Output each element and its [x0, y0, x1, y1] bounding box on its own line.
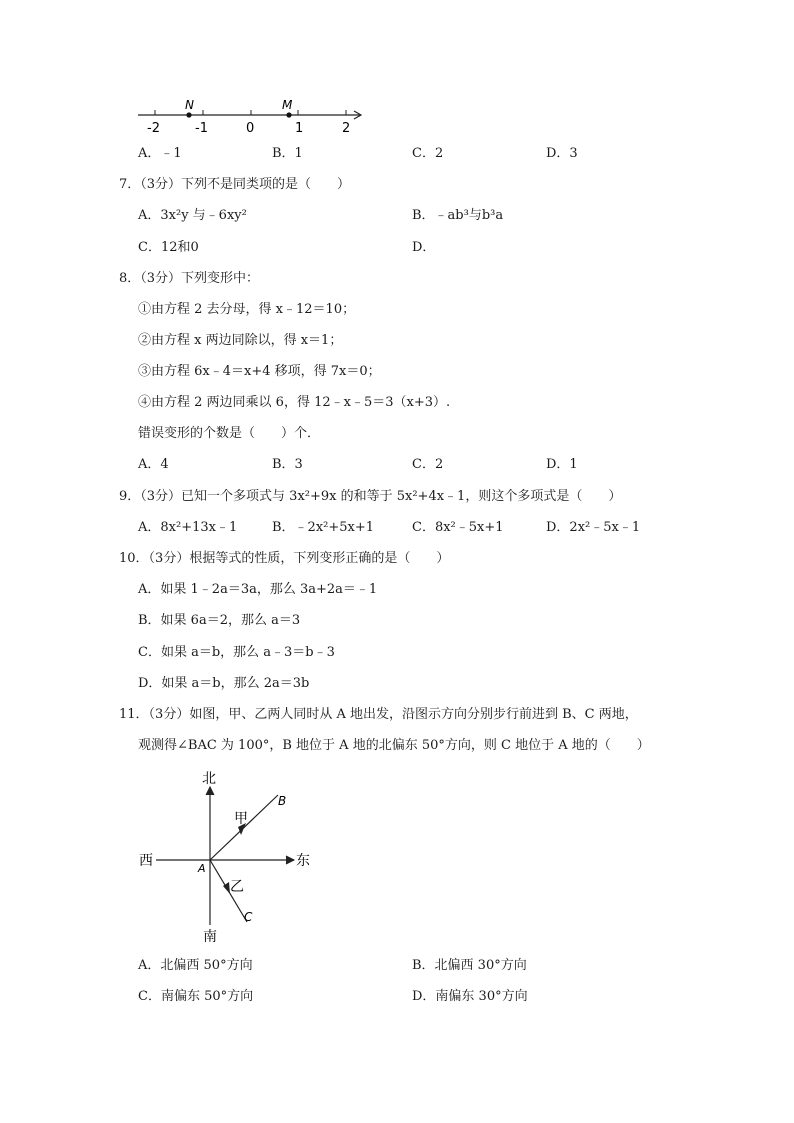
q8-stem: 8．（3分）下列变形中： — [119, 271, 260, 286]
q8-item-3: ③由方程 6x﹣4＝x+4 移项，得 7x＝0； — [138, 364, 381, 379]
label-east: 东 — [296, 853, 310, 869]
q9-option-c[interactable]: C．8x²﹣5x+1 — [412, 520, 504, 535]
label-point-c: C — [244, 910, 253, 924]
tick-label-neg2: -2 — [147, 121, 160, 136]
q6-option-c[interactable]: C．2 — [412, 146, 444, 161]
tick-label-0: 0 — [246, 121, 255, 136]
point-m-dot — [286, 112, 291, 117]
label-jia: 甲 — [234, 811, 248, 827]
q8-option-d[interactable]: D．1 — [546, 457, 578, 472]
q8-tail: 错误变形的个数是（ ）个． — [138, 426, 321, 441]
q7-option-b[interactable]: B．﹣ab³与b³a — [412, 208, 504, 223]
q10-option-d[interactable]: D．如果 a＝b，那么 2a＝3b — [138, 676, 310, 691]
tick-label-2: 2 — [342, 121, 351, 136]
label-north: 北 — [202, 771, 216, 787]
point-m-label: M — [282, 98, 293, 112]
q11-stem-line2: 观测得∠BAC 为 100°，B 地位于 A 地的北偏东 50°方向，则 C 地位于 A 地的（ ） — [138, 738, 650, 753]
q9-stem: 9．（3分）已知一个多项式与 3x²+9x 的和等于 5x²+4x﹣1，则这个多项式是（ ） — [119, 489, 622, 504]
q11-option-c[interactable]: C．南偏东 50°方向 — [138, 989, 254, 1004]
point-n-label: N — [185, 98, 194, 112]
direction-figure — [130, 765, 320, 945]
label-point-a: A — [198, 862, 206, 875]
tick-label-1: 1 — [295, 121, 304, 136]
north-arrow — [206, 787, 214, 795]
q8-item-1: ①由方程 2 去分母，得 x﹣12＝10； — [138, 302, 356, 317]
q11-option-a[interactable]: A．北偏西 50°方向 — [138, 958, 253, 973]
label-west: 西 — [139, 853, 153, 869]
q9-option-d[interactable]: D．2x²﹣5x﹣1 — [546, 520, 641, 535]
number-line-figure — [130, 92, 370, 142]
q7-option-a[interactable]: A．3x²y 与﹣6xy² — [138, 208, 247, 223]
q6-option-a[interactable]: A．﹣1 — [138, 146, 182, 161]
label-south: 南 — [203, 929, 217, 945]
east-arrow — [286, 856, 294, 864]
q8-option-a[interactable]: A．4 — [138, 457, 169, 472]
tick-label-neg1: -1 — [195, 121, 208, 136]
q7-option-d[interactable]: D． — [412, 240, 436, 255]
q8-item-4: ④由方程 2 两边同乘以 6，得 12﹣x﹣5＝3（x+3）. — [138, 395, 451, 410]
q8-option-b[interactable]: B．3 — [272, 457, 303, 472]
q10-option-b[interactable]: B．如果 6a＝2，那么 a＝3 — [138, 613, 301, 628]
point-n-dot — [186, 112, 191, 117]
q11-option-b[interactable]: B．北偏西 30°方向 — [412, 958, 527, 973]
q10-option-a[interactable]: A．如果 1﹣2a＝3a，那么 3a+2a＝﹣1 — [138, 582, 378, 597]
label-yi: 乙 — [230, 879, 244, 895]
q8-option-c[interactable]: C．2 — [412, 457, 444, 472]
q10-option-c[interactable]: C．如果 a＝b，那么 a﹣3＝b﹣3 — [138, 645, 335, 660]
q9-option-a[interactable]: A．8x²+13x﹣1 — [138, 520, 238, 535]
q8-item-2: ②由方程 x 两边同除以，得 x＝1； — [138, 333, 343, 348]
q7-option-c[interactable]: C．12和0 — [138, 240, 199, 255]
q9-option-b[interactable]: B．﹣2x²+5x+1 — [272, 520, 375, 535]
q6-option-d[interactable]: D．3 — [546, 146, 578, 161]
q10-stem: 10．（3分）根据等式的性质，下列变形正确的是（ ） — [119, 551, 450, 566]
label-point-b: B — [278, 794, 287, 808]
q7-stem: 7．（3分）下列不是同类项的是（ ） — [119, 177, 351, 192]
q11-option-d[interactable]: D．南偏东 30°方向 — [412, 989, 528, 1004]
q11-stem-line1: 11．（3分）如图，甲、乙两人同时从 A 地出发，沿图示方向分别步行前进到 B、C 两地， — [119, 707, 638, 722]
q6-option-b[interactable]: B．1 — [272, 146, 303, 161]
